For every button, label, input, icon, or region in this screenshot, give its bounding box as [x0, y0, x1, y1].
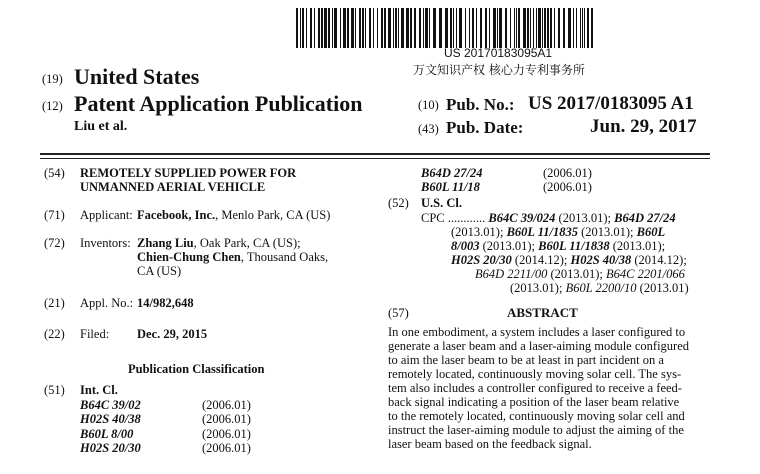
- intcl-class: B60L 11/18: [421, 180, 480, 194]
- intcl-version: (2006.01): [543, 180, 592, 194]
- barcode-image: [296, 8, 594, 48]
- applicant-label: Applicant:: [80, 208, 133, 222]
- title-line-1: REMOTELY SUPPLIED POWER FOR: [80, 166, 297, 180]
- cpc-code: B60L 2200/10: [565, 281, 637, 295]
- watermark-text: 万文知识产权 核心力专利事务所: [413, 63, 585, 77]
- abstract-line: laser beam based on the feedback signal.: [388, 437, 592, 451]
- code-12: (12): [42, 99, 63, 113]
- appl-label: Appl. No.:: [80, 296, 134, 310]
- cpc-line-3: [451, 239, 665, 254]
- cpc-code: B64D 2211/00: [475, 267, 548, 281]
- inventors-label: Inventors:: [80, 236, 131, 250]
- filed-code: (22): [44, 327, 65, 341]
- cpc-line-1: [421, 211, 676, 226]
- barcode-number: US 20170183095A1: [444, 46, 553, 60]
- cpc-code: B60L 11/1835: [506, 225, 578, 239]
- filed-date: Dec. 29, 2015: [137, 327, 208, 341]
- cpc-code: 8/003: [451, 239, 480, 253]
- abstract-line: tem also includes a controller configured to receive a feed-: [388, 381, 682, 395]
- intcl-version: (2006.01): [543, 166, 592, 180]
- cpc-code: H02S 40/38: [570, 253, 632, 267]
- intcl-code: (51): [44, 383, 65, 397]
- cpc-version: (2013.01);: [577, 225, 637, 239]
- inventor-1: [137, 236, 301, 251]
- appl-number: 14/982,648: [137, 296, 194, 310]
- inventors-short: Liu et al.: [74, 119, 128, 134]
- title-code: (54): [44, 166, 65, 180]
- code-43: (43): [418, 122, 439, 136]
- code-19: (19): [42, 72, 63, 86]
- cpc-version: (2013.01);: [510, 281, 566, 295]
- intcl-class: B64D 27/24: [421, 166, 483, 180]
- cpc-label: CPC: [421, 211, 445, 225]
- header-rule: [40, 153, 710, 155]
- intcl-version: (2006.01): [202, 427, 251, 441]
- cpc-code: B64C 39/024: [488, 211, 556, 225]
- cpc-line-5: [475, 267, 685, 282]
- cpc-version: (2013.01);: [451, 225, 507, 239]
- inventor-2-name: Chien-Chung Chen: [137, 250, 241, 264]
- code-10: (10): [418, 98, 439, 112]
- inventor-1-name: Zhang Liu: [137, 236, 194, 250]
- appl-code: (21): [44, 296, 65, 310]
- inventor-2: [137, 250, 328, 265]
- abstract-line: to the remotely located, continuously moving solar cell and: [388, 409, 685, 423]
- cpc-version: (2013.01);: [479, 239, 539, 253]
- cpc-version: (2013.01);: [547, 267, 607, 281]
- intcl-label: Int. Cl.: [80, 383, 118, 397]
- inventor-2-location: , Thousand Oaks,: [240, 250, 329, 264]
- filed-label: Filed:: [80, 327, 110, 341]
- abstract-line: generate a laser beam and a laser-aiming module configured: [388, 339, 690, 353]
- abstract-line: In one embodiment, a system includes a laser configured to: [388, 325, 686, 339]
- intcl-class: B64C 39/02: [80, 398, 141, 412]
- cpc-code: B64D 27/24: [614, 211, 676, 225]
- abstract-line: back signal indicating a position of the laser beam relative: [388, 395, 680, 409]
- applicant-location: , Menlo Park, CA (US): [215, 208, 331, 222]
- cpc-dots: ............: [447, 211, 486, 225]
- abstract-line: to aim the laser beam to be at least in part incident on a: [388, 353, 664, 367]
- applicant-value: [137, 208, 330, 223]
- inventors-code: (72): [44, 236, 65, 250]
- abstract-code: (57): [388, 306, 409, 320]
- abstract-line: remotely located, continuously moving solar cell. The sys-: [388, 367, 682, 381]
- intcl-class: B60L 8/00: [80, 427, 134, 441]
- cpc-line-4: [451, 253, 687, 268]
- cpc-version: (2014.12);: [511, 253, 571, 267]
- pub-no-label: Pub. No.:: [446, 95, 515, 114]
- abstract-line: instruct the laser-aiming module to adjust the aiming of the: [388, 423, 684, 437]
- abstract-heading: ABSTRACT: [507, 305, 578, 320]
- pub-date-label: Pub. Date:: [446, 118, 524, 137]
- inventor-2-location-2: CA (US): [137, 264, 182, 278]
- intcl-version: (2006.01): [202, 398, 251, 412]
- publication-type: Patent Application Publication: [74, 91, 363, 116]
- cpc-version: (2013.01);: [609, 239, 666, 253]
- cpc-code: H02S 20/30: [451, 253, 512, 267]
- intcl-version: (2006.01): [202, 412, 251, 426]
- cpc-version: (2013.01): [636, 281, 689, 295]
- applicant-name: Facebook, Inc.: [137, 208, 216, 222]
- uscl-code: (52): [388, 196, 409, 210]
- publication-classification-heading: Publication Classification: [128, 362, 265, 376]
- header-rule-thin: [40, 158, 710, 159]
- intcl-class: H02S 20/30: [80, 441, 141, 455]
- cpc-version: (2013.01);: [555, 211, 615, 225]
- applicant-code: (71): [44, 208, 65, 222]
- cpc-line-6: [510, 281, 689, 296]
- cpc-code: B60L: [636, 225, 666, 239]
- intcl-version: (2006.01): [202, 441, 251, 455]
- cpc-version: (2014.12);: [631, 253, 687, 267]
- title-line-2: UNMANNED AERIAL VEHICLE: [80, 180, 266, 194]
- pub-no: US 2017/0183095 A1: [528, 93, 694, 114]
- country: United States: [74, 64, 200, 89]
- cpc-code: B60L 11/1838: [538, 239, 610, 253]
- cpc-code: B64C 2201/066: [606, 267, 685, 281]
- intcl-class: H02S 40/38: [80, 412, 141, 426]
- pub-date: Jun. 29, 2017: [590, 116, 697, 137]
- cpc-line-2: [451, 225, 665, 240]
- uscl-label: U.S. Cl.: [421, 196, 462, 210]
- inventor-1-location: , Oak Park, CA (US);: [193, 236, 301, 250]
